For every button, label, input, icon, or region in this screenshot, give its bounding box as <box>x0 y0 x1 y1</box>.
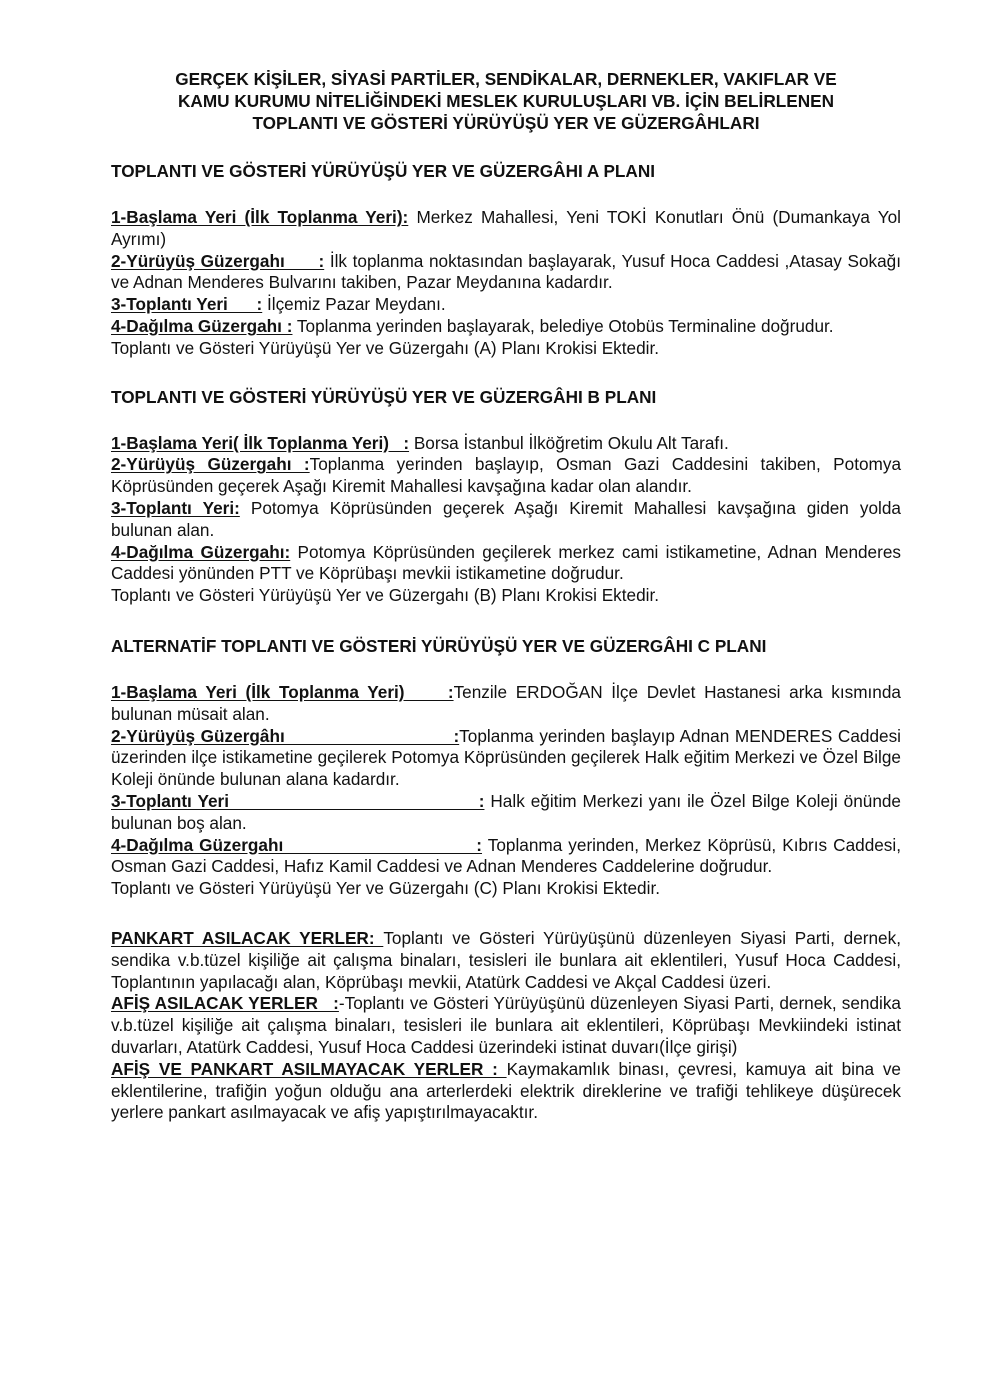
plan-c-note: Toplantı ve Gösteri Yürüyüşü Yer ve Güzergahı (C) Planı Krokisi Ektedir. <box>111 878 660 899</box>
item-text: Toplanma yerinden, Merkez Köprüsü, Kıbrıs Caddesi, Osman Gazi Caddesi, Hafız Kamil Caddesi ve Adnan Menderes Caddelerine doğrudur. <box>111 834 901 877</box>
item-text: Toplantı ve Gösteri Yürüyüşünü düzenleyen Siyasi Parti, dernek, sendika v.b.tüzel kişiliğe ait çalışma binaları, tesisleri ile bunlara ait eklentileri, Yusuf Hoca Caddesi, Toplantının yapılacağı alan, Köprübaşı mevkii, Atatürk Caddesi ve Akçal Caddesi üzeri. <box>111 927 901 992</box>
plan-a-item-3 <box>111 294 901 316</box>
item-text: Borsa İstanbul İlköğretim Okulu Alt Tarafı. <box>409 432 729 453</box>
item-label: 3-Toplantı Yeri : <box>111 790 485 811</box>
title-line-1: GERÇEK KİŞİLER, SİYASİ PARTİLER, SENDİKALAR, DERNEKLER, VAKIFLAR VE <box>175 69 837 89</box>
plan-b-item-4 <box>111 542 901 586</box>
plan-c-title: ALTERNATİF TOPLANTI VE GÖSTERİ YÜRÜYÜŞÜ YER VE GÜZERGÂHI C PLANI <box>111 635 767 656</box>
item-label: 1-Başlama Yeri( İlk Toplanma Yeri) : <box>111 432 410 453</box>
title-line-3: TOPLANTI VE GÖSTERİ YÜRÜYÜŞÜ YER VE GÜZERGÂHLARI <box>252 113 760 133</box>
item-label: 2-Yürüyüş Güzergahı : <box>111 454 310 475</box>
plan-b-item-1 <box>111 433 901 455</box>
plan-a-item-4 <box>111 316 901 338</box>
plan-c-item-1 <box>111 682 901 726</box>
item-label: AFİŞ VE PANKART ASILMAYACAK YERLER : <box>111 1058 507 1079</box>
item-label: 3-Toplantı Yeri: <box>111 497 240 518</box>
plan-b-section <box>111 386 901 607</box>
plan-a-note: Toplantı ve Gösteri Yürüyüşü Yer ve Güzergahı (A) Planı Krokisi Ektedir. <box>111 337 660 358</box>
title-line-2: KAMU KURUMU NİTELİĞİNDEKİ MESLEK KURULUŞLARI VB. İÇİN BELİRLENEN <box>178 91 834 111</box>
item-text: Halk eğitim Merkezi yanı ile Özel Bilge Koleji önünde bulunan boş alan. <box>111 790 901 833</box>
item-text: Kaymakamlık binası, çevresi, kamuya ait bina ve eklentilerine, trafiğin yoğun olduğu ana arterlerdeki elektrik direklerine ve trafiği tehlikeye düşürecek yerlere pankart asılmayacak ve afiş yapıştırılmayacaktır. <box>111 1058 901 1123</box>
item-label: 2-Yürüyüş Güzergâhı : <box>111 725 460 746</box>
plan-b-title: TOPLANTI VE GÖSTERİ YÜRÜYÜŞÜ YER VE GÜZERGÂHI B PLANI <box>111 386 657 407</box>
plan-c-item-4 <box>111 835 901 879</box>
item-label: 1-Başlama Yeri (İlk Toplanma Yeri) : <box>111 681 454 702</box>
poster-locations <box>111 993 901 1058</box>
plan-c-item-2 <box>111 726 901 791</box>
item-text: İlçemiz Pazar Meydanı. <box>262 294 446 315</box>
item-text: Potomya Köprüsünden geçerek Aşağı Kiremit Mahallesi kavşağına giden yolda bulunan alan. <box>111 497 901 540</box>
plan-b-note: Toplantı ve Gösteri Yürüyüşü Yer ve Güzergahı (B) Planı Krokisi Ektedir. <box>111 585 660 606</box>
document-title <box>111 68 901 134</box>
item-text: Merkez Mahallesi, Yeni TOKİ Konutları Önü (Dumankaya Yol Ayrımı) <box>111 207 901 249</box>
plan-a-title: TOPLANTI VE GÖSTERİ YÜRÜYÜŞÜ YER VE GÜZERGÂHI A PLANI <box>111 161 656 181</box>
item-label: 2-Yürüyüş Güzergahı : <box>111 250 325 271</box>
plan-c-item-3 <box>111 791 901 835</box>
banner-locations <box>111 928 901 993</box>
posting-rules-section <box>111 928 901 1124</box>
item-text: İlk toplanma noktasından başlayarak, Yusuf Hoca Caddesi ,Atasay Sokağı ve Adnan Menderes Bulvarını takiben, Pazar Meydanına kadardır. <box>111 250 901 293</box>
item-text: Potomya Köprüsünden geçilerek merkez cami istikametine, Adnan Menderes Caddesi yönünden PTT ve Köprübaşı mevkii istikametine doğrudur. <box>111 541 901 584</box>
document-page <box>111 68 901 1150</box>
item-label: 4-Dağılma Güzergahı: <box>111 541 291 562</box>
item-text: Toplanma yerinden başlayarak, belediye Otobüs Terminaline doğrudur. <box>292 315 834 336</box>
plan-a-item-2 <box>111 251 901 295</box>
item-label: AFİŞ ASILACAK YERLER : <box>111 993 339 1014</box>
item-label: 4-Dağılma Güzergahı : <box>111 315 293 336</box>
plan-b-item-3 <box>111 498 901 542</box>
plan-c-section <box>111 635 901 900</box>
item-label: PANKART ASILACAK YERLER: <box>111 927 384 948</box>
plan-b-item-2 <box>111 454 901 498</box>
item-text: Tenzile ERDOĞAN İlçe Devlet Hastanesi arka kısmında bulunan müsait alan. <box>111 681 901 724</box>
plan-a-section <box>111 160 901 360</box>
plan-a-item-1 <box>111 207 901 251</box>
item-label: 4-Dağılma Güzergahı : <box>111 834 483 855</box>
item-label: 1-Başlama Yeri (İlk Toplanma Yeri): <box>111 207 409 227</box>
item-text: Toplanma yerinden başlayıp Adnan MENDERES Caddesi üzerinden ilçe istikametine geçilerek Potomya Köprüsünden geçilerek Halk eğitim Merkezi ve Özel Bilge Koleji önünde bulunan alana kadardır. <box>111 725 901 790</box>
item-text: -Toplantı ve Gösteri Yürüyüşünü düzenleyen Siyasi Parti, dernek, sendika v.b.tüzel kişiliğe ait çalışma binaları, tesisleri ile bunlara ait eklentileri, Köprübaşı Mevkiindeki istinat duvarları, Atatürk Caddesi, Yusuf Hoca Caddesi üzerindeki istinat duvarı(İlçe girişi) <box>111 993 901 1057</box>
item-label: 3-Toplantı Yeri : <box>111 294 263 315</box>
prohibited-locations <box>111 1059 901 1124</box>
item-text: Toplanma yerinden başlayıp, Osman Gazi Caddesini takiben, Potomya Köprüsünden geçerek Aşağı Kiremit Mahallesi kavşağına kadar olan alandır. <box>111 454 902 497</box>
